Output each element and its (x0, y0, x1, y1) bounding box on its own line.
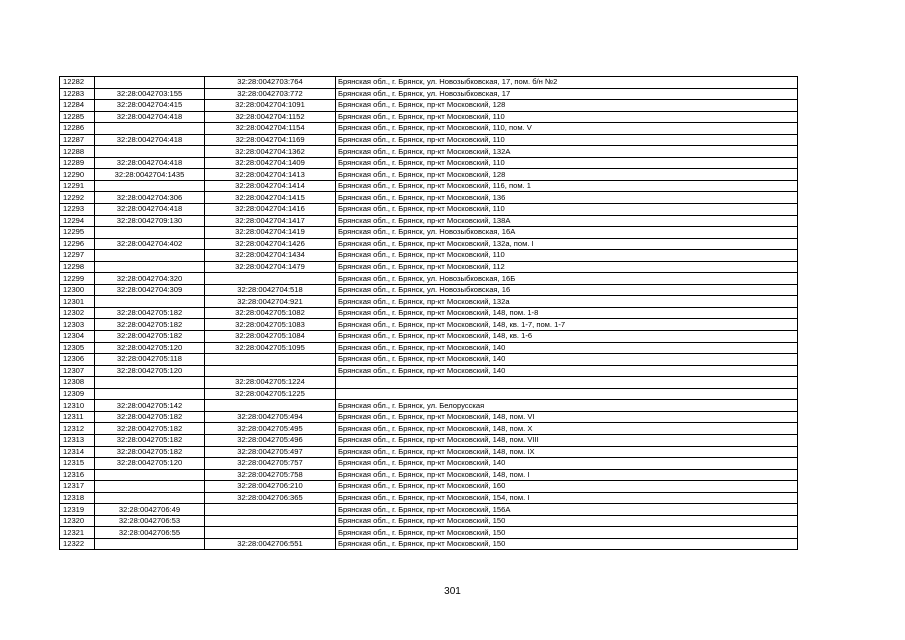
row-number-cell: 12317 (60, 481, 95, 493)
old-cadastral-number-cell: 32:28:0042705:120 (95, 342, 205, 354)
new-cadastral-number-cell: 32:28:0042704:1154 (205, 123, 336, 135)
address-cell: Брянская обл., г. Брянск, пр-кт Московский, 110 (336, 204, 798, 216)
address-cell: Брянская обл., г. Брянск, пр-кт Московский, 110 (336, 134, 798, 146)
row-number-cell: 12302 (60, 307, 95, 319)
address-cell: Брянская обл., г. Брянск, пр-кт Московский, 110, пом. V (336, 123, 798, 135)
table-row (60, 111, 798, 123)
new-cadastral-number-cell: 32:28:0042704:1415 (205, 192, 336, 204)
old-cadastral-number-cell (95, 492, 205, 504)
row-number-cell: 12292 (60, 192, 95, 204)
table-row (60, 331, 798, 343)
row-number-cell: 12311 (60, 411, 95, 423)
table-row (60, 227, 798, 239)
new-cadastral-number-cell: 32:28:0042705:494 (205, 411, 336, 423)
table-row (60, 515, 798, 527)
row-number-cell: 12319 (60, 504, 95, 516)
table-row (60, 100, 798, 112)
new-cadastral-number-cell: 32:28:0042705:757 (205, 458, 336, 470)
new-cadastral-number-cell (205, 527, 336, 539)
row-number-cell: 12287 (60, 134, 95, 146)
address-cell: Брянская обл., г. Брянск, пр-кт Московский, 136 (336, 192, 798, 204)
table-row (60, 492, 798, 504)
old-cadastral-number-cell (95, 296, 205, 308)
address-cell: Брянская обл., г. Брянск, пр-кт Московский, 148, пом. I (336, 469, 798, 481)
old-cadastral-number-cell: 32:28:0042704:418 (95, 111, 205, 123)
table-row (60, 527, 798, 539)
old-cadastral-number-cell (95, 250, 205, 262)
new-cadastral-number-cell: 32:28:0042703:764 (205, 77, 336, 89)
table-row (60, 342, 798, 354)
table-row (60, 377, 798, 389)
cadastral-table (59, 76, 798, 550)
new-cadastral-number-cell (205, 504, 336, 516)
table-row (60, 400, 798, 412)
address-cell: Брянская обл., г. Брянск, ул. Новозыбковская, 17 (336, 88, 798, 100)
table-row (60, 238, 798, 250)
page-number: 301 (444, 586, 461, 597)
old-cadastral-number-cell: 32:28:0042704:415 (95, 100, 205, 112)
address-cell: Брянская обл., г. Брянск, пр-кт Московский, 128 (336, 169, 798, 181)
old-cadastral-number-cell (95, 377, 205, 389)
row-number-cell: 12320 (60, 515, 95, 527)
address-cell: Брянская обл., г. Брянск, пр-кт Московский, 156А (336, 504, 798, 516)
row-number-cell: 12294 (60, 215, 95, 227)
new-cadastral-number-cell: 32:28:0042705:495 (205, 423, 336, 435)
new-cadastral-number-cell: 32:28:0042705:1095 (205, 342, 336, 354)
address-cell: Брянская обл., г. Брянск, пр-кт Московский, 154, пом. I (336, 492, 798, 504)
old-cadastral-number-cell (95, 180, 205, 192)
old-cadastral-number-cell: 32:28:0042705:182 (95, 411, 205, 423)
address-cell: Брянская обл., г. Брянск, пр-кт Московский, 140 (336, 342, 798, 354)
old-cadastral-number-cell: 32:28:0042705:182 (95, 446, 205, 458)
table-row (60, 388, 798, 400)
old-cadastral-number-cell: 32:28:0042704:418 (95, 134, 205, 146)
table-row (60, 434, 798, 446)
table-row (60, 296, 798, 308)
old-cadastral-number-cell: 32:28:0042704:402 (95, 238, 205, 250)
table-row (60, 354, 798, 366)
table-row (60, 157, 798, 169)
address-cell: Брянская обл., г. Брянск, пр-кт Московский, 140 (336, 354, 798, 366)
new-cadastral-number-cell: 32:28:0042704:1434 (205, 250, 336, 262)
old-cadastral-number-cell: 32:28:0042703:155 (95, 88, 205, 100)
row-number-cell: 12291 (60, 180, 95, 192)
address-cell: Брянская обл., г. Брянск, ул. Новозыбковская, 16Б (336, 273, 798, 285)
address-cell: Брянская обл., г. Брянск, пр-кт Московский, 110 (336, 250, 798, 262)
row-number-cell: 12313 (60, 434, 95, 446)
row-number-cell: 12299 (60, 273, 95, 285)
table-row (60, 504, 798, 516)
new-cadastral-number-cell: 32:28:0042704:1152 (205, 111, 336, 123)
new-cadastral-number-cell: 32:28:0042704:518 (205, 284, 336, 296)
table-row (60, 307, 798, 319)
row-number-cell: 12304 (60, 331, 95, 343)
row-number-cell: 12295 (60, 227, 95, 239)
row-number-cell: 12284 (60, 100, 95, 112)
table-row (60, 77, 798, 89)
address-cell: Брянская обл., г. Брянск, пр-кт Московский, 132а, пом. I (336, 238, 798, 250)
row-number-cell: 12283 (60, 88, 95, 100)
row-number-cell: 12305 (60, 342, 95, 354)
new-cadastral-number-cell: 32:28:0042704:1426 (205, 238, 336, 250)
address-cell: Брянская обл., г. Брянск, пр-кт Московский, 148, пом. VI (336, 411, 798, 423)
new-cadastral-number-cell: 32:28:0042705:1082 (205, 307, 336, 319)
address-cell: Брянская обл., г. Брянск, ул. Новозыбковская, 16А (336, 227, 798, 239)
row-number-cell: 12318 (60, 492, 95, 504)
new-cadastral-number-cell: 32:28:0042704:1414 (205, 180, 336, 192)
old-cadastral-number-cell: 32:28:0042705:120 (95, 365, 205, 377)
old-cadastral-number-cell: 32:28:0042705:182 (95, 434, 205, 446)
new-cadastral-number-cell: 32:28:0042704:1416 (205, 204, 336, 216)
old-cadastral-number-cell: 32:28:0042704:1435 (95, 169, 205, 181)
address-cell: Брянская обл., г. Брянск, пр-кт Московский, 148, кв. 1-7, пом. 1-7 (336, 319, 798, 331)
row-number-cell: 12286 (60, 123, 95, 135)
new-cadastral-number-cell: 32:28:0042704:1413 (205, 169, 336, 181)
address-cell (336, 377, 798, 389)
table-row (60, 88, 798, 100)
old-cadastral-number-cell: 32:28:0042705:142 (95, 400, 205, 412)
row-number-cell: 12298 (60, 261, 95, 273)
address-cell: Брянская обл., г. Брянск, пр-кт Московский, 132А (336, 146, 798, 158)
address-cell: Брянская обл., г. Брянск, пр-кт Московский, 160 (336, 481, 798, 493)
address-cell: Брянская обл., г. Брянск, пр-кт Московский, 150 (336, 527, 798, 539)
new-cadastral-number-cell: 32:28:0042705:1225 (205, 388, 336, 400)
table-row (60, 423, 798, 435)
address-cell: Брянская обл., г. Брянск, пр-кт Московский, 148, пом. 1-8 (336, 307, 798, 319)
old-cadastral-number-cell: 32:28:0042704:418 (95, 204, 205, 216)
address-cell: Брянская обл., г. Брянск, пр-кт Московский, 148, пом. VIII (336, 434, 798, 446)
old-cadastral-number-cell: 32:28:0042704:320 (95, 273, 205, 285)
row-number-cell: 12296 (60, 238, 95, 250)
new-cadastral-number-cell: 32:28:0042704:1169 (205, 134, 336, 146)
old-cadastral-number-cell: 32:28:0042704:306 (95, 192, 205, 204)
address-cell: Брянская обл., г. Брянск, пр-кт Московский, 132а (336, 296, 798, 308)
row-number-cell: 12312 (60, 423, 95, 435)
new-cadastral-number-cell: 32:28:0042704:1409 (205, 157, 336, 169)
address-cell: Брянская обл., г. Брянск, ул. Новозыбковская, 17, пом. б/н №2 (336, 77, 798, 89)
address-cell: Брянская обл., г. Брянск, пр-кт Московский, 138А (336, 215, 798, 227)
table-body (60, 77, 798, 550)
address-cell: Брянская обл., г. Брянск, ул. Белорусская (336, 400, 798, 412)
row-number-cell: 12316 (60, 469, 95, 481)
old-cadastral-number-cell: 32:28:0042705:120 (95, 458, 205, 470)
old-cadastral-number-cell (95, 481, 205, 493)
table-row (60, 250, 798, 262)
new-cadastral-number-cell: 32:28:0042704:1417 (205, 215, 336, 227)
address-cell: Брянская обл., г. Брянск, ул. Новозыбковская, 16 (336, 284, 798, 296)
table-row (60, 273, 798, 285)
old-cadastral-number-cell (95, 538, 205, 550)
table-row (60, 215, 798, 227)
new-cadastral-number-cell (205, 365, 336, 377)
table-row (60, 192, 798, 204)
table-row (60, 169, 798, 181)
row-number-cell: 12321 (60, 527, 95, 539)
row-number-cell: 12293 (60, 204, 95, 216)
new-cadastral-number-cell (205, 515, 336, 527)
new-cadastral-number-cell: 32:28:0042705:496 (205, 434, 336, 446)
new-cadastral-number-cell: 32:28:0042704:1362 (205, 146, 336, 158)
old-cadastral-number-cell: 32:28:0042705:182 (95, 319, 205, 331)
table-row (60, 180, 798, 192)
row-number-cell: 12288 (60, 146, 95, 158)
table-row (60, 134, 798, 146)
table-row (60, 319, 798, 331)
row-number-cell: 12306 (60, 354, 95, 366)
address-cell: Брянская обл., г. Брянск, пр-кт Московский, 150 (336, 515, 798, 527)
table-row (60, 123, 798, 135)
new-cadastral-number-cell: 32:28:0042704:1479 (205, 261, 336, 273)
new-cadastral-number-cell: 32:28:0042704:1419 (205, 227, 336, 239)
old-cadastral-number-cell: 32:28:0042704:309 (95, 284, 205, 296)
row-number-cell: 12315 (60, 458, 95, 470)
old-cadastral-number-cell (95, 227, 205, 239)
new-cadastral-number-cell (205, 273, 336, 285)
table-row (60, 458, 798, 470)
old-cadastral-number-cell: 32:28:0042704:418 (95, 157, 205, 169)
row-number-cell: 12322 (60, 538, 95, 550)
new-cadastral-number-cell (205, 400, 336, 412)
address-cell: Брянская обл., г. Брянск, пр-кт Московский, 110 (336, 111, 798, 123)
row-number-cell: 12309 (60, 388, 95, 400)
row-number-cell: 12290 (60, 169, 95, 181)
new-cadastral-number-cell: 32:28:0042706:551 (205, 538, 336, 550)
new-cadastral-number-cell: 32:28:0042705:497 (205, 446, 336, 458)
old-cadastral-number-cell (95, 123, 205, 135)
table-row (60, 365, 798, 377)
row-number-cell: 12285 (60, 111, 95, 123)
table-row (60, 146, 798, 158)
new-cadastral-number-cell: 32:28:0042705:1224 (205, 377, 336, 389)
old-cadastral-number-cell: 32:28:0042706:55 (95, 527, 205, 539)
old-cadastral-number-cell: 32:28:0042705:182 (95, 307, 205, 319)
table-row (60, 538, 798, 550)
old-cadastral-number-cell: 32:28:0042706:49 (95, 504, 205, 516)
address-cell: Брянская обл., г. Брянск, пр-кт Московский, 140 (336, 458, 798, 470)
table-row (60, 261, 798, 273)
old-cadastral-number-cell (95, 146, 205, 158)
address-cell: Брянская обл., г. Брянск, пр-кт Московский, 148, пом. IX (336, 446, 798, 458)
new-cadastral-number-cell: 32:28:0042706:365 (205, 492, 336, 504)
row-number-cell: 12297 (60, 250, 95, 262)
row-number-cell: 12289 (60, 157, 95, 169)
new-cadastral-number-cell (205, 354, 336, 366)
address-cell: Брянская обл., г. Брянск, пр-кт Московский, 116, пом. 1 (336, 180, 798, 192)
new-cadastral-number-cell: 32:28:0042706:210 (205, 481, 336, 493)
row-number-cell: 12307 (60, 365, 95, 377)
address-cell: Брянская обл., г. Брянск, пр-кт Московский, 128 (336, 100, 798, 112)
new-cadastral-number-cell: 32:28:0042704:921 (205, 296, 336, 308)
table-row (60, 446, 798, 458)
table-row (60, 284, 798, 296)
table-row (60, 204, 798, 216)
row-number-cell: 12314 (60, 446, 95, 458)
old-cadastral-number-cell: 32:28:0042705:182 (95, 331, 205, 343)
address-cell (336, 388, 798, 400)
new-cadastral-number-cell: 32:28:0042705:758 (205, 469, 336, 481)
old-cadastral-number-cell (95, 469, 205, 481)
old-cadastral-number-cell (95, 261, 205, 273)
table-row (60, 481, 798, 493)
old-cadastral-number-cell (95, 388, 205, 400)
address-cell: Брянская обл., г. Брянск, пр-кт Московский, 140 (336, 365, 798, 377)
new-cadastral-number-cell: 32:28:0042705:1083 (205, 319, 336, 331)
row-number-cell: 12308 (60, 377, 95, 389)
old-cadastral-number-cell (95, 77, 205, 89)
row-number-cell: 12303 (60, 319, 95, 331)
row-number-cell: 12282 (60, 77, 95, 89)
table-row (60, 469, 798, 481)
new-cadastral-number-cell: 32:28:0042705:1084 (205, 331, 336, 343)
address-cell: Брянская обл., г. Брянск, пр-кт Московский, 150 (336, 538, 798, 550)
new-cadastral-number-cell: 32:28:0042704:1091 (205, 100, 336, 112)
table-row (60, 411, 798, 423)
old-cadastral-number-cell: 32:28:0042709:130 (95, 215, 205, 227)
address-cell: Брянская обл., г. Брянск, пр-кт Московский, 112 (336, 261, 798, 273)
old-cadastral-number-cell: 32:28:0042706:53 (95, 515, 205, 527)
address-cell: Брянская обл., г. Брянск, пр-кт Московский, 110 (336, 157, 798, 169)
row-number-cell: 12301 (60, 296, 95, 308)
address-cell: Брянская обл., г. Брянск, пр-кт Московский, 148, пом. X (336, 423, 798, 435)
old-cadastral-number-cell: 32:28:0042705:182 (95, 423, 205, 435)
row-number-cell: 12310 (60, 400, 95, 412)
old-cadastral-number-cell: 32:28:0042705:118 (95, 354, 205, 366)
new-cadastral-number-cell: 32:28:0042703:772 (205, 88, 336, 100)
address-cell: Брянская обл., г. Брянск, пр-кт Московский, 148, кв. 1-6 (336, 331, 798, 343)
row-number-cell: 12300 (60, 284, 95, 296)
